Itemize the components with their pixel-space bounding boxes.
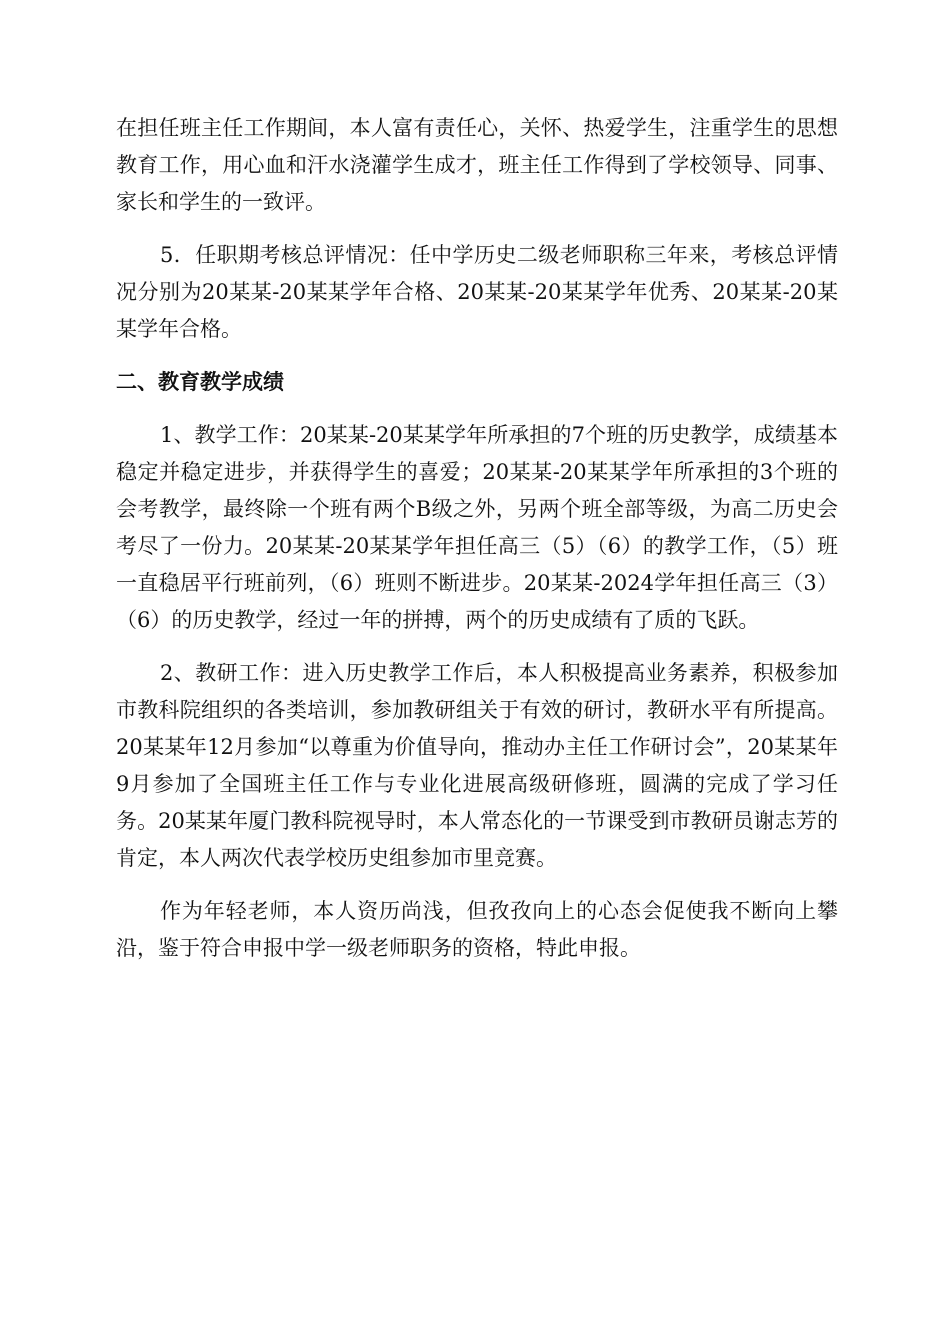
paragraph-research-work: 2、教研工作：进入历史教学工作后，本人积极提高业务素养，积极参加市教科院组织的各类培训，参加教研组关于有效的研讨，教研水平有所提高。20某某年12月参加“以尊重为价值导向，推动办主任工作研讨会”，20某某年9月参加了全国班主任工作与专业化进展高级研修班，圆满的完成了学习任务。20某某年厦门教科院视导时，本人常态化的一节课受到市教研员谢志芳的肯定，本人两次代表学校历史组参加市里竞赛。 [116,661,838,870]
section-heading-teaching-achievements: 二、教育教学成绩 [116,370,284,394]
paragraph-class-teacher-work: 在担任班主任工作期间，本人富有责任心，关怀、热爱学生，注重学生的思想教育工作，用心血和汗水浇灌学生成才，班主任工作得到了学校领导、同事、家长和学生的一致评。 [116,116,838,214]
paragraph-teaching-work: 1、教学工作：20某某-20某某学年所承担的7个班的历史教学，成绩基本稳定并稳定进步，并获得学生的喜爱；20某某-20某某学年所承担的3个班的会考教学，最终除一个班有两个B级之外，另两个班全部等级，为高二历史会考尽了一份力。20某某-20某某学年担任高三（5）（6）的教学工作，（5）班一直稳居平行班前列，（6）班则不断进步。20某某-2024学年担任高三（3）（6）的历史教学，经过一年的拼搏，两个的历史成绩有了质的飞跃。 [116,423,838,632]
paragraph-conclusion: 作为年轻老师，本人资历尚浅，但孜孜向上的心态会促使我不断向上攀沿，鉴于符合申报中学一级老师职务的资格，特此申报。 [116,899,838,960]
document-body [116,110,838,983]
paragraph-assessment-summary: 5．任职期考核总评情况：任中学历史二级老师职称三年来，考核总评情况分别为20某某-20某某学年合格、20某某-20某某学年优秀、20某某-20某某学年合格。 [116,243,838,341]
